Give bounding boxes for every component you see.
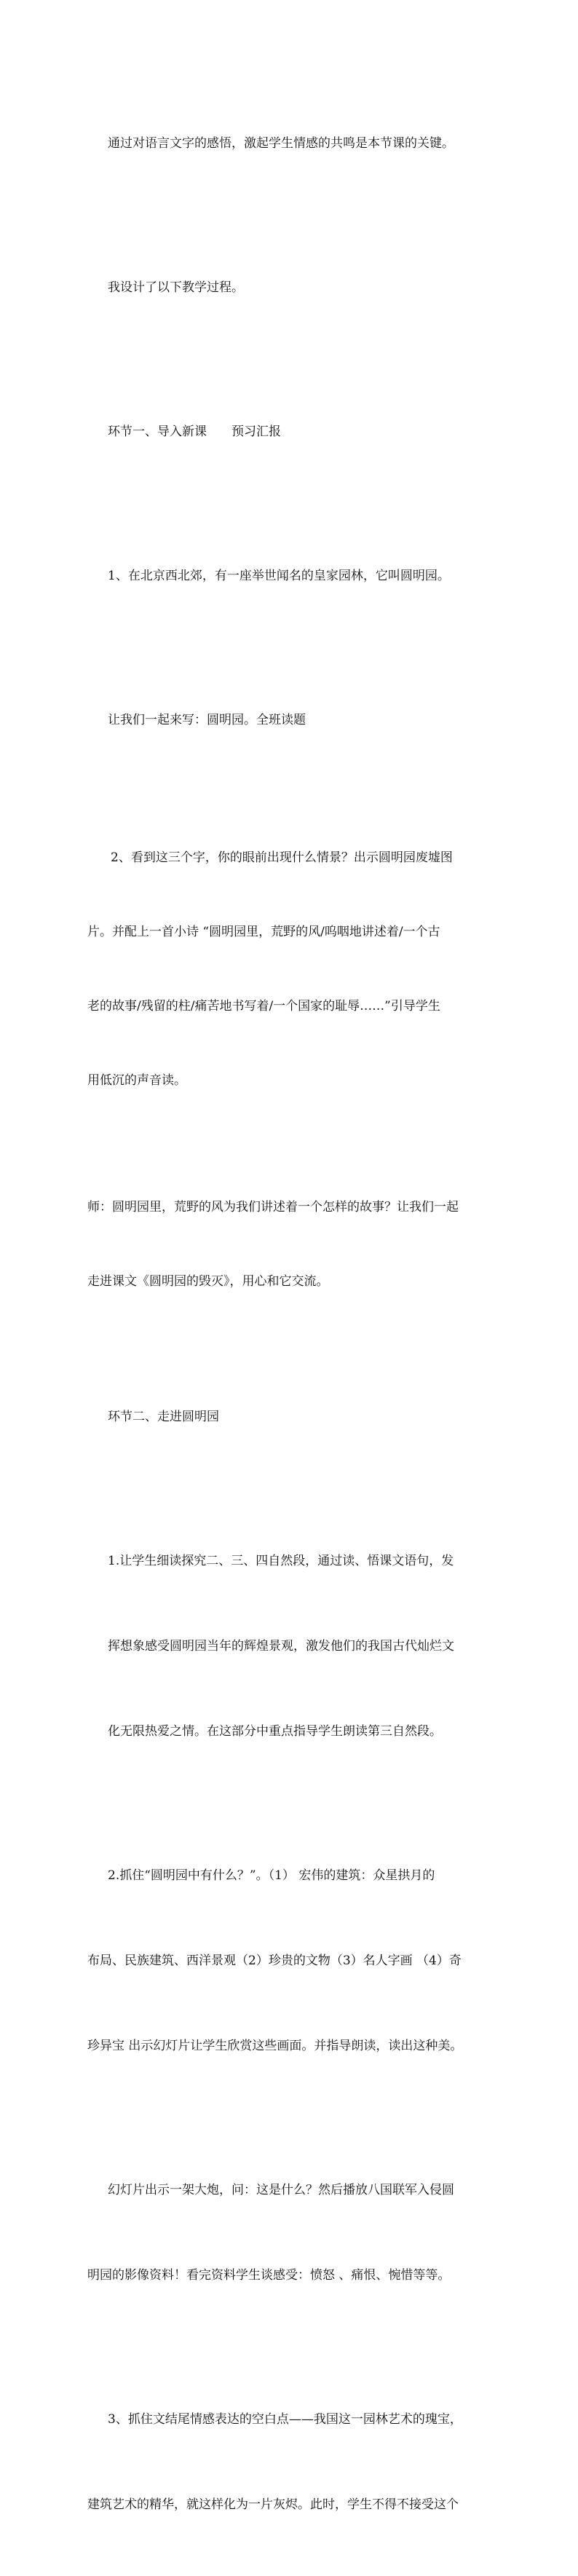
- paragraph-7: 师：圆明园里，荒野的风为我们讲述着一个怎样的故事？让我们一起 走进课文《圆明园的毁灭》，用心和它交流。: [87, 1200, 459, 1289]
- paragraph-1: 通过对语言文字的感悟，激起学生情感的共鸣是本节课的关键。: [108, 136, 454, 151]
- paragraph-5: 让我们一起来写：圆明园。全班读题: [108, 713, 306, 727]
- section-heading-2: 环节二、走进圆明园: [108, 1410, 219, 1424]
- paragraph-9: 1.让学生细读探究二、三、四自然段，通过读、悟课文语句，发 挥想象感受圆明园当年的辉煌景观，激发他们的我国古代灿烂文 化无限热爱之情。在这部分中重点指导学生朗读第三自然段。: [108, 1554, 454, 1739]
- paragraph-4: 1、在北京西北郊，有一座举世闻名的皇家园林，它叫圆明园。: [108, 569, 450, 583]
- section-heading-1: 环节一、导入新课 预习汇报: [108, 424, 281, 439]
- paragraph-11: 幻灯片出示一架大炮，问：这是什么？然后播放八国联军入侵圆 明园的影像资料！看完资料学生谈感受：愤怒 、痛恨、惋惜等等。: [87, 2183, 454, 2283]
- paragraph-10: 2.抓住“圆明园中有什么？”。（1） 宏伟的建筑：众星拱月的 布局、民族建筑、西洋景观（2）珍贵的文物（3）名人字画 （4）奇 珍异宝 出示幻灯片让学生欣赏这些画面。并指导朗读，读出这种美。: [87, 1868, 463, 2053]
- paragraph-2: 我设计了以下教学过程。: [108, 280, 244, 295]
- paragraph-12: 3、抓住文结尾情感表达的空白点——我国这一园林艺术的瑰宝， 建筑艺术的精华，就这样化为一片灰烬。此时，学生不得不接受这个: [87, 2412, 462, 2512]
- paragraph-6: 2、看到这三个字，你的眼前出现什么情景？出示圆明园废墟图 片。并配上一首小诗 “圆明园里，荒野的风/呜咽地讲述着/一个古 老的故事/残留的柱/痛苦地书写着/一个国家的耻辱……”引导学生 用低沉的声音读。: [87, 850, 453, 1088]
- document-body: [87, 73, 495, 2576]
